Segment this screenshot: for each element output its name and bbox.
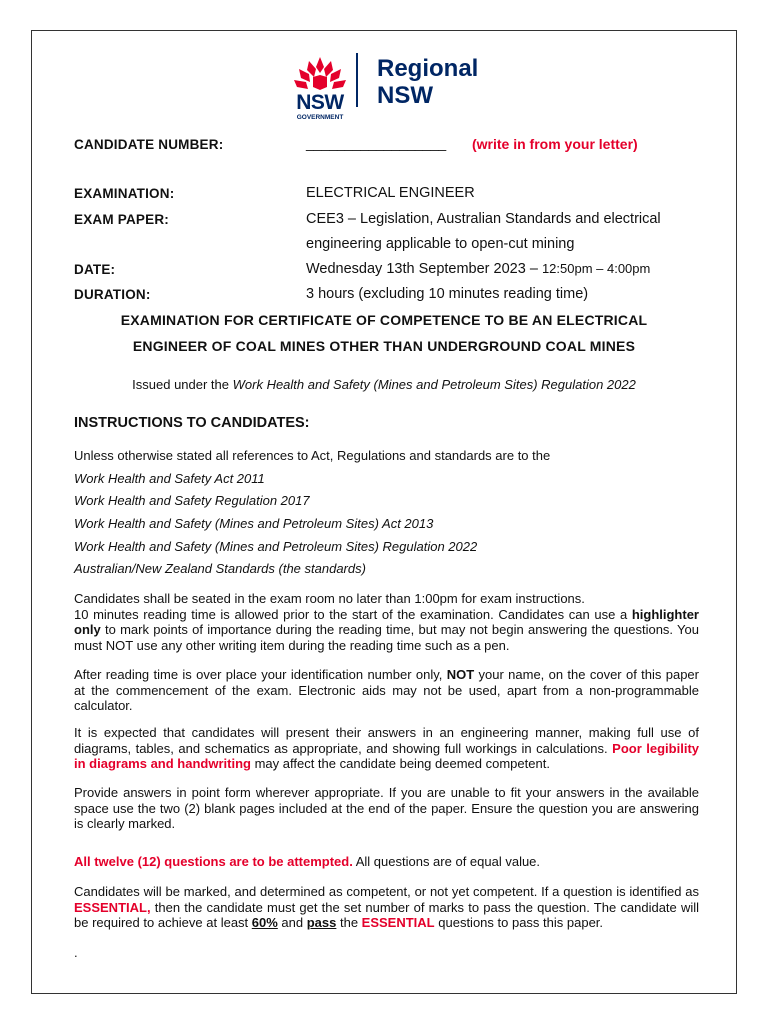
reference-item: Work Health and Safety Act 2011: [74, 471, 265, 486]
p6-text4: the: [336, 915, 362, 930]
p3-rest: may affect the candidate being deemed competent.: [250, 756, 550, 771]
p1-line1: Candidates shall be seated in the exam room no later than 1:00pm for exam instructions.: [74, 591, 585, 606]
candidate-number-label: CANDIDATE NUMBER:: [74, 137, 224, 152]
reference-item: Work Health and Safety Regulation 2017: [74, 493, 310, 508]
p6-essential: ESSENTIAL,: [74, 899, 151, 915]
instructions-intro: Unless otherwise stated all references to Act, Regulations and standards are to the: [74, 448, 551, 463]
instruction-paragraph-marking: [74, 884, 699, 931]
p6-text: Candidates will be marked, and determined as competent, or not yet competent. If a question is identified as: [74, 884, 699, 899]
p2-bold: NOT: [446, 667, 475, 682]
issued-under-line: [32, 377, 736, 392]
candidate-number-blank: __________________: [306, 135, 447, 151]
duration-label: DURATION:: [74, 287, 151, 302]
date-label: DATE:: [74, 262, 116, 277]
p6-essential-2: ESSENTIAL: [361, 915, 435, 930]
p2-text: After reading time is over place your identification number only,: [74, 667, 447, 682]
candidate-number-note: (write in from your letter): [472, 136, 638, 152]
examination-label: EXAMINATION:: [74, 186, 175, 201]
exam-paper-label: EXAM PAPER:: [74, 212, 169, 227]
date-value: [306, 261, 650, 277]
trailing-period: .: [74, 945, 78, 960]
date-value-main: Wednesday 13th September 2023 –: [306, 261, 542, 277]
p2-rest: your name, on the cover of this paper at the commencement of the exam. Electronic aids may not be used, apart from a non-programmable calculator.: [74, 667, 699, 713]
p3-warning: Poor legibility in diagrams and handwriting: [74, 740, 699, 771]
instruction-paragraph-engineering-manner: [74, 725, 699, 772]
exam-heading-line1: EXAMINATION FOR CERTIFICATE OF COMPETENCE TO BE AN ELECTRICAL: [120, 312, 648, 328]
exam-heading-line2: ENGINEER OF COAL MINES OTHER THAN UNDERGROUND COAL MINES: [132, 338, 636, 354]
reference-item: Work Health and Safety (Mines and Petroleum Sites) Regulation 2022: [74, 539, 478, 554]
issued-prefix: Issued under the: [132, 377, 233, 392]
date-value-time: 12:50pm – 4:00pm: [541, 261, 651, 276]
p1-rest: to mark points of importance during the reading time, but may not begin answering the questions. You must NOT use any other writing item during the reading time such as a pen.: [74, 622, 699, 653]
instruction-paragraph-identification: [74, 667, 699, 714]
p1-bold: highlighter only: [74, 606, 699, 637]
exam-paper-value-line2: engineering applicable to open-cut mining: [306, 236, 575, 252]
exam-cover-page: [31, 30, 737, 994]
examination-value: ELECTRICAL ENGINEER: [306, 185, 475, 201]
p6-rest: questions to pass this paper.: [434, 915, 604, 930]
exam-paper-value-line1: CEE3 – Legislation, Australian Standards and electrical: [306, 211, 661, 227]
reference-item: Work Health and Safety (Mines and Petroleum Sites) Act 2013: [74, 516, 434, 531]
reference-item: Australian/New Zealand Standards (the standards): [74, 561, 366, 576]
p1-text: 10 minutes reading time is allowed prior to the start of the examination. Candidates can use a: [74, 606, 632, 622]
instruction-paragraph-point-form: Provide answers in point form wherever appropriate. If you are unable to fit your answers in the available space use the two (2) blank pages included at the end of the paper. Ensure the question you are answering is clearly marked.: [74, 785, 699, 831]
regional-nsw-logo-text: [377, 55, 478, 109]
p6-pass: pass: [306, 915, 337, 930]
p5-rest: All questions are of equal value.: [352, 854, 541, 869]
nsw-logo-text: NSW: [296, 91, 344, 114]
instructions-title: INSTRUCTIONS TO CANDIDATES:: [74, 415, 310, 431]
regional-line2: NSW: [377, 82, 433, 109]
p6-text2: then the candidate must get the set number of marks to pass the question. The candidate will be required to achieve at least: [74, 899, 699, 930]
government-logo-text: GOVERNMENT: [296, 114, 344, 121]
instruction-paragraph-attempt-all: [74, 854, 699, 870]
p5-warning: All twelve (12) questions are to be attempted.: [74, 854, 353, 869]
p6-percentage: 60%: [251, 915, 278, 930]
instruction-paragraph-reading-time: [74, 591, 699, 653]
duration-value: 3 hours (excluding 10 minutes reading time): [306, 286, 589, 302]
p6-text3: and: [277, 915, 307, 930]
regional-line1: Regional: [377, 55, 479, 82]
nsw-government-logo: [289, 53, 351, 129]
issued-regulation: Work Health and Safety (Mines and Petroleum Sites) Regulation 2022: [232, 377, 636, 392]
logo-divider: [356, 53, 358, 107]
p3-text: It is expected that candidates will present their answers in an engineering manner, making full use of diagrams, tables, and schematics as appropriate, and showing full workings in calculations.: [74, 725, 699, 756]
